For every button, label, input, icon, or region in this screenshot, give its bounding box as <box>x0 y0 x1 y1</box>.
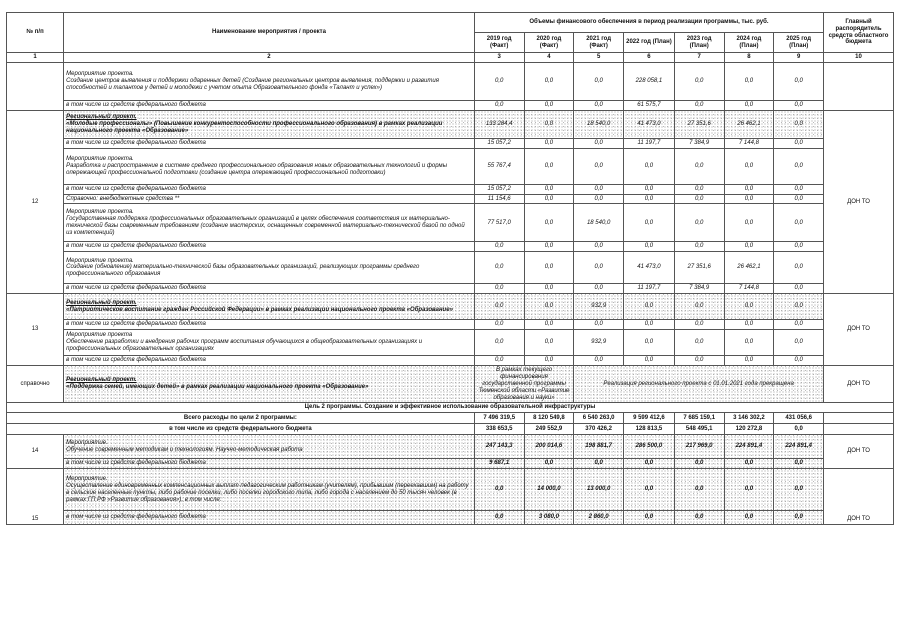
value-cell: 0,0 <box>524 184 574 194</box>
row-name-text: в том числе из средств федерального бюджета <box>66 460 206 467</box>
row-name-label: Мероприятие. <box>66 475 108 482</box>
row-name <box>64 320 475 330</box>
value-cell: 0,0 <box>524 62 574 100</box>
value-cell: 0,0 <box>774 356 824 366</box>
table-row <box>7 62 894 100</box>
col-number: 9 <box>774 53 824 63</box>
value-cell: 9 599 412,6 <box>624 413 675 424</box>
row-name <box>64 459 475 469</box>
value-cell: 0,0 <box>774 62 824 100</box>
row-name <box>64 469 475 511</box>
value-cell: 0,0 <box>574 356 624 366</box>
value-cell: 0,0 <box>724 511 774 525</box>
header-funding: Объемы финансового обеспечения в период реализации программы, тыс. руб. <box>474 13 823 33</box>
total-row <box>7 413 894 424</box>
value-cell: 0,0 <box>474 62 524 100</box>
value-cell: 548 495,1 <box>674 424 724 435</box>
value-cell: 0,0 <box>624 194 675 204</box>
row-number: 14 <box>7 435 64 469</box>
value-cell: 0,0 <box>774 469 824 511</box>
row-name <box>64 100 475 110</box>
value-cell: 0,0 <box>674 469 724 511</box>
table-row <box>7 110 894 138</box>
row-name-label: Мероприятие. <box>66 439 108 446</box>
row-number-empty <box>7 62 64 110</box>
value-cell: 2 860,0 <box>574 511 624 525</box>
value-cell: 0,0 <box>774 184 824 194</box>
value-cell: 0,0 <box>524 320 574 330</box>
row-name-text: «Поддержка семей, имеющих детей» в рамках реализации национального проекта «Образование» <box>66 384 369 391</box>
row-name-text: «Патриотическое воспитание граждан Российской Федерации» в рамках реализации национального проекта «Образование» <box>66 306 453 313</box>
row-number: 13 <box>7 294 64 366</box>
table-row <box>7 252 894 284</box>
value-cell: 0,0 <box>724 148 774 184</box>
manager-cell: ДОН ТО <box>824 469 894 525</box>
row-name-text: в том числе из средств федерального бюджета <box>66 185 206 192</box>
value-cell: 0,0 <box>624 204 675 242</box>
value-cell: 41 473,0 <box>624 252 675 284</box>
col-number: 4 <box>524 53 574 63</box>
row-name-text: Создание центров выявления и поддержки одаренных детей (Создание региональных центров выявления, поддержки и развития способностей и талантов у детей и молодежи с учетом опыта Образовательного фонда «Талант и успех») <box>66 77 439 91</box>
value-cell: 932,9 <box>574 294 624 320</box>
value-cell: 14 000,0 <box>524 469 574 511</box>
value-cell: 0,0 <box>674 356 724 366</box>
value-cell: 0,0 <box>724 62 774 100</box>
value-cell: 0,0 <box>524 194 574 204</box>
row-name-text: в том числе из средств федерального бюджета <box>66 285 206 292</box>
value-cell: 0,0 <box>674 62 724 100</box>
value-cell: 0,0 <box>574 320 624 330</box>
value-cell: 27 351,6 <box>674 252 724 284</box>
value-cell: 0,0 <box>574 62 624 100</box>
table-row <box>7 469 894 511</box>
row-name-text: Создание (обновление) материально-технической базы образовательных организаций, реализующих программы среднего профессионального образования <box>66 264 420 278</box>
value-cell: 133 284,4 <box>474 110 524 138</box>
row-name-text: «Молодые профессионалы» (Повышение конкурентоспособности профессионального образования) в рамках реализации национального проекта «Образование» <box>66 120 443 134</box>
table-row <box>7 242 894 252</box>
row-name <box>64 252 475 284</box>
value-cell: 0,0 <box>774 424 824 435</box>
value-cell: 0,0 <box>724 459 774 469</box>
value-cell: 0,0 <box>624 459 675 469</box>
row-name-text: Осуществление единовременных компенсационных выплат педагогическим работникам (учителям), прибывшим (переехавшим) на работу в сельские населенные пункты, либо рабочие поселки, либо поселки городского типа, либо города с населением до 50 тысяч человек (в рамках ГП РФ «Развитие образования»), в том числе: <box>66 482 469 503</box>
value-cell: 0,0 <box>774 204 824 242</box>
value-cell: 0,0 <box>724 204 774 242</box>
row-name <box>64 366 475 403</box>
value-cell: 128 813,5 <box>624 424 675 435</box>
value-cell: 3 146 302,2 <box>724 413 774 424</box>
value-cell: 0,0 <box>624 511 675 525</box>
row-name-label: Мероприятие проекта. <box>66 155 134 162</box>
row-name-text: в том числе из средств федерального бюджета <box>66 139 206 146</box>
value-cell: 0,0 <box>724 330 774 356</box>
value-cell: 0,0 <box>524 356 574 366</box>
manager-empty <box>824 62 894 110</box>
row-name <box>64 435 475 459</box>
row-name <box>64 511 475 525</box>
row-name-text: Государственная поддержка профессиональных образовательных организаций в целях обеспечения соответствия их материально-технической базы современным требованиям (создание мастерских, оснащенных современной материально-технической базой по одной из компетенций) <box>66 216 465 236</box>
total-label: Всего расходы по цели 2 программы: <box>7 413 475 424</box>
col-number: 7 <box>674 53 724 63</box>
value-cell: 0,0 <box>674 204 724 242</box>
row-name-text: Справочно: внебюджетные средства ** <box>66 195 180 202</box>
value-cell: 0,0 <box>674 148 724 184</box>
row-name-label: Мероприятие проекта <box>66 332 133 339</box>
value-cell: 0,0 <box>524 294 574 320</box>
value-cell: 0,0 <box>724 194 774 204</box>
value-cell: 0,0 <box>724 242 774 252</box>
value-cell: 0,0 <box>474 320 524 330</box>
value-cell: 0,0 <box>674 194 724 204</box>
value-cell: 0,0 <box>674 100 724 110</box>
row-number: 12 <box>7 110 64 293</box>
value-cell: 0,0 <box>774 100 824 110</box>
col-number: 5 <box>574 53 624 63</box>
manager-cell: ДОН ТО <box>824 294 894 366</box>
table-row <box>7 138 894 148</box>
header-year-2024: 2024 год (План) <box>724 33 774 53</box>
federal-total-row <box>7 424 894 435</box>
manager-empty <box>824 413 894 424</box>
row-name <box>64 242 475 252</box>
col-number: 1 <box>7 53 64 63</box>
row-name <box>64 184 475 194</box>
row-name-label: Мероприятие проекта. <box>66 209 134 216</box>
value-cell: 0,0 <box>474 330 524 356</box>
value-cell: 61 575,7 <box>624 100 675 110</box>
row-name-text: в том числе из средств федерального бюджета <box>66 357 206 364</box>
row-number: 15 <box>7 469 64 525</box>
value-cell: 0,0 <box>724 294 774 320</box>
value-cell: 0,0 <box>724 469 774 511</box>
value-cell: 15 057,2 <box>474 184 524 194</box>
row-name-label: Региональный проект. <box>66 113 137 120</box>
row-name-text: в том числе из средств федерального бюджета <box>66 321 206 328</box>
value-cell: 0,0 <box>624 330 675 356</box>
goal-title: Цель 2 программы. Создание и эффективное использование образовательной инфраструктуры <box>7 403 894 413</box>
value-cell: 0,0 <box>774 252 824 284</box>
value-cell: 55 767,4 <box>474 148 524 184</box>
value-cell: 198 881,7 <box>574 435 624 459</box>
value-cell: 0,0 <box>524 100 574 110</box>
value-cell: 0,0 <box>674 320 724 330</box>
value-cell: 0,0 <box>474 284 524 294</box>
value-cell: 217 969,0 <box>674 435 724 459</box>
table-row <box>7 294 894 320</box>
value-cell: 0,0 <box>574 242 624 252</box>
value-cell: 0,0 <box>524 284 574 294</box>
value-cell: 7 384,9 <box>674 284 724 294</box>
value-cell: 11 197,7 <box>624 138 675 148</box>
value-cell: 26 462,1 <box>724 110 774 138</box>
value-cell: 8 120 549,8 <box>524 413 574 424</box>
row-name-label: Мероприятие проекта. <box>66 71 134 78</box>
value-cell: 0,0 <box>674 330 724 356</box>
value-cell: 18 540,0 <box>574 110 624 138</box>
value-cell: 0,0 <box>724 320 774 330</box>
table-row <box>7 148 894 184</box>
value-cell: 200 014,6 <box>524 435 574 459</box>
value-cell: 0,0 <box>474 511 524 525</box>
value-cell: 7 144,8 <box>724 284 774 294</box>
row-number: справочно <box>7 366 64 403</box>
value-cell: 0,0 <box>674 184 724 194</box>
table-row <box>7 184 894 194</box>
value-cell: 224 891,4 <box>774 435 824 459</box>
row-name-label: Региональный проект. <box>66 377 137 384</box>
value-cell: 0,0 <box>624 242 675 252</box>
value-cell: 0,0 <box>474 294 524 320</box>
header-year-2020: 2020 год (Факт) <box>524 33 574 53</box>
value-cell: 0,0 <box>624 469 675 511</box>
value-cell: 431 056,6 <box>774 413 824 424</box>
col-number: 10 <box>824 53 894 63</box>
row-name-text: Обеспечение разработки и внедрения рабочих программ воспитания обучающихся в общеобразовательных организациях и профессиональных образовательных организациях <box>66 339 423 353</box>
value-cell: 7 685 159,1 <box>674 413 724 424</box>
value-cell: 0,0 <box>474 356 524 366</box>
reference-note: Реализация регионального проекта с 01.01.2021 года прекращена <box>574 366 824 403</box>
table-row <box>7 284 894 294</box>
row-name <box>64 194 475 204</box>
value-cell: 15 057,2 <box>474 138 524 148</box>
value-cell: 0,0 <box>524 138 574 148</box>
value-cell: 247 143,3 <box>474 435 524 459</box>
row-name <box>64 204 475 242</box>
header-manager: Главный распорядитель средств областного бюджета <box>824 13 894 53</box>
value-cell: 41 473,0 <box>624 110 675 138</box>
value-cell: 13 000,0 <box>574 469 624 511</box>
header-year-2025: 2025 год (План) <box>774 33 824 53</box>
value-cell: 0,0 <box>674 511 724 525</box>
value-cell: 0,0 <box>624 294 675 320</box>
value-cell: 0,0 <box>524 242 574 252</box>
reference-note: В рамках текущего финансирования государственной программы Тюменской области «Развитие образования и науки» <box>474 366 573 403</box>
value-cell: 0,0 <box>774 459 824 469</box>
value-cell: 0,0 <box>724 100 774 110</box>
value-cell: 77 517,0 <box>474 204 524 242</box>
value-cell: 0,0 <box>774 294 824 320</box>
value-cell: 0,0 <box>674 459 724 469</box>
row-name-text: в том числе из средств федерального бюджета <box>66 514 206 521</box>
table-row <box>7 330 894 356</box>
header-year-2021: 2021 год (Факт) <box>574 33 624 53</box>
value-cell: 18 540,0 <box>574 204 624 242</box>
value-cell: 7 496 319,5 <box>474 413 524 424</box>
value-cell: 0,0 <box>774 138 824 148</box>
value-cell: 0,0 <box>774 320 824 330</box>
value-cell: 224 891,4 <box>724 435 774 459</box>
value-cell: 0,0 <box>674 242 724 252</box>
table-row <box>7 356 894 366</box>
value-cell: 11 154,6 <box>474 194 524 204</box>
table-row <box>7 100 894 110</box>
reference-row <box>7 366 894 403</box>
table-row <box>7 459 894 469</box>
header-num: № п/п <box>7 13 64 53</box>
manager-cell: ДОН ТО <box>824 366 894 403</box>
header-year-2023: 2023 год (План) <box>674 33 724 53</box>
value-cell: 0,0 <box>474 252 524 284</box>
row-name <box>64 148 475 184</box>
goal-row <box>7 403 894 413</box>
row-name <box>64 138 475 148</box>
value-cell: 370 426,2 <box>574 424 624 435</box>
row-name-label: Мероприятие проекта. <box>66 257 134 264</box>
value-cell: 27 351,6 <box>674 110 724 138</box>
col-number: 3 <box>474 53 524 63</box>
value-cell: 0,0 <box>574 194 624 204</box>
value-cell: 0,0 <box>524 204 574 242</box>
col-number: 8 <box>724 53 774 63</box>
row-name-text: Обучение современным методикам и технологиям. Научно-методическая работа <box>66 446 303 453</box>
row-name-text: в том числе из средств федерального бюджета <box>66 101 206 108</box>
value-cell: 3 080,0 <box>524 511 574 525</box>
row-name <box>64 294 475 320</box>
row-name-text: Разработка и распространение в системе среднего профессионального образования новых образовательных технологий и формы опережающей профессиональной подготовки (создание центра опережающей профессиональной подготовки) <box>66 162 448 176</box>
value-cell: 228 058,1 <box>624 62 675 100</box>
header-name: Наименование мероприятия / проекта <box>64 13 475 53</box>
value-cell: 26 462,1 <box>724 252 774 284</box>
row-name-label: Региональный проект. <box>66 299 137 306</box>
value-cell: 0,0 <box>474 242 524 252</box>
manager-empty <box>824 424 894 435</box>
manager-cell: ДОН ТО <box>824 435 894 469</box>
value-cell: 7 384,9 <box>674 138 724 148</box>
value-cell: 0,0 <box>774 148 824 184</box>
value-cell: 6 540 263,0 <box>574 413 624 424</box>
col-number: 2 <box>64 53 475 63</box>
value-cell: 932,9 <box>574 330 624 356</box>
value-cell: 0,0 <box>474 469 524 511</box>
value-cell: 0,0 <box>624 148 675 184</box>
row-name <box>64 284 475 294</box>
value-cell: 0,0 <box>774 284 824 294</box>
table-row <box>7 435 894 459</box>
value-cell: 0,0 <box>524 330 574 356</box>
row-name <box>64 62 475 100</box>
value-cell: 0,0 <box>724 356 774 366</box>
header-year-2022: 2022 год (План) <box>624 33 675 53</box>
value-cell: 0,0 <box>624 356 675 366</box>
table-row <box>7 194 894 204</box>
table-row <box>7 204 894 242</box>
table-row <box>7 511 894 525</box>
value-cell: 0,0 <box>574 459 624 469</box>
value-cell: 0,0 <box>574 284 624 294</box>
value-cell: 0,0 <box>524 110 574 138</box>
value-cell: 249 552,9 <box>524 424 574 435</box>
row-name <box>64 356 475 366</box>
value-cell: 0,0 <box>574 100 624 110</box>
value-cell: 0,0 <box>624 320 675 330</box>
value-cell: 0,0 <box>774 511 824 525</box>
value-cell: 11 197,7 <box>624 284 675 294</box>
value-cell: 0,0 <box>524 148 574 184</box>
value-cell: 120 272,8 <box>724 424 774 435</box>
value-cell: 0,0 <box>524 459 574 469</box>
value-cell: 286 500,0 <box>624 435 675 459</box>
value-cell: 0,0 <box>624 184 675 194</box>
row-name <box>64 330 475 356</box>
program-funding-table <box>6 12 894 525</box>
value-cell: 0,0 <box>574 138 624 148</box>
value-cell: 0,0 <box>724 184 774 194</box>
value-cell: 0,0 <box>774 330 824 356</box>
table-row <box>7 320 894 330</box>
row-name <box>64 110 475 138</box>
federal-label: в том числе из средств федерального бюджета <box>7 424 475 435</box>
rows-block <box>7 62 894 524</box>
value-cell: 0,0 <box>774 110 824 138</box>
value-cell: 0,0 <box>474 100 524 110</box>
col-number: 6 <box>624 53 675 63</box>
value-cell: 0,0 <box>574 148 624 184</box>
value-cell: 0,0 <box>674 294 724 320</box>
value-cell: 338 653,5 <box>474 424 524 435</box>
value-cell: 0,0 <box>774 194 824 204</box>
row-name-text: в том числе из средств федерального бюджета <box>66 243 206 250</box>
value-cell: 0,0 <box>574 252 624 284</box>
value-cell: 0,0 <box>574 184 624 194</box>
value-cell: 0,0 <box>524 252 574 284</box>
value-cell: 0,0 <box>774 242 824 252</box>
header-year-2019: 2019 год (Факт) <box>474 33 524 53</box>
value-cell: 7 144,8 <box>724 138 774 148</box>
value-cell: 9 687,1 <box>474 459 524 469</box>
manager-cell: ДОН ТО <box>824 110 894 293</box>
